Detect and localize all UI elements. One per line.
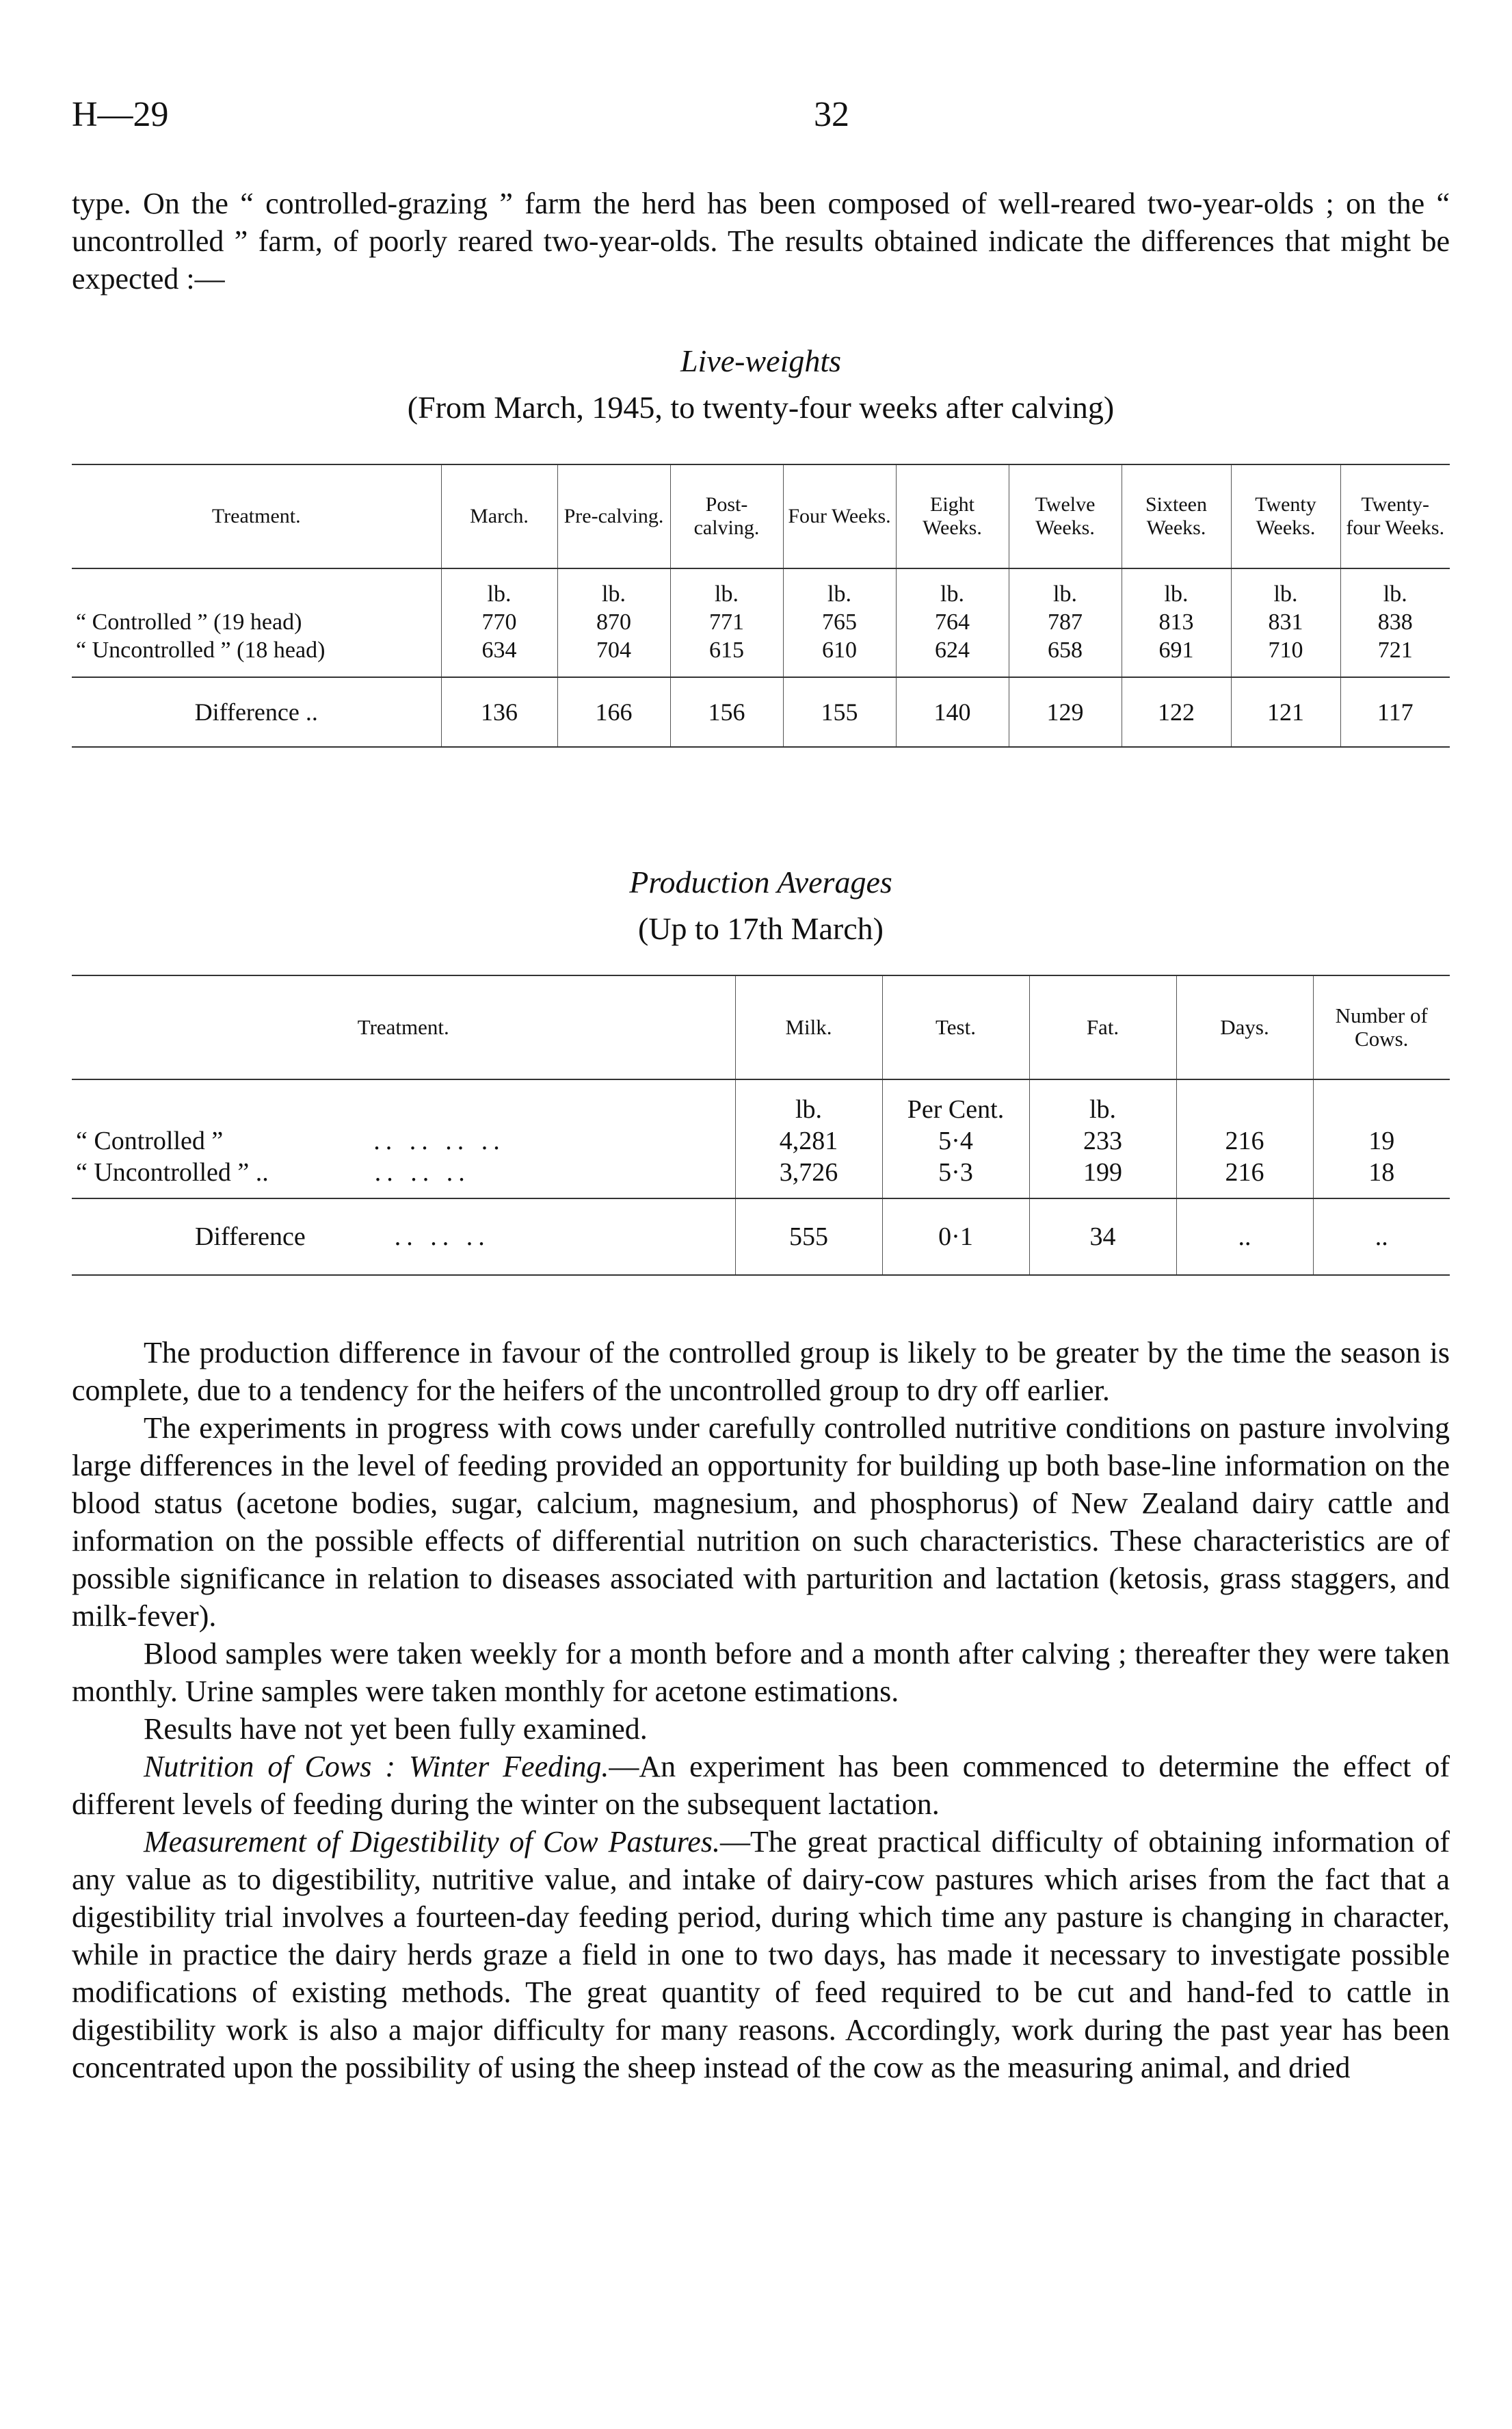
- live-weights-difference-row: Difference .. 136 166 156 155 140 129 122 121 117: [72, 677, 1450, 747]
- live-weights-data-rows: [72, 568, 1450, 677]
- column-header: Sixteen Weeks.: [1122, 464, 1231, 568]
- column-header: Days.: [1176, 975, 1313, 1079]
- live-weights-caption: [72, 342, 1450, 427]
- column-header: Twenty-four Weeks.: [1340, 464, 1450, 568]
- twenty-weeks-cell: lb. 831 710: [1231, 568, 1340, 677]
- eight-weeks-cell: lb. 764 624: [896, 568, 1009, 677]
- intro-paragraph: type. On the “ controlled-grazing ” farm the herd has been composed of well-reared two-year-olds ; on the “ uncontrolled ” farm, of poorly reared two-year-olds. The results obtained indicate the differences that might be expected :—: [72, 187, 1450, 296]
- milk-cell: lb. 4,281 3,726: [735, 1079, 882, 1198]
- column-header: Treatment.: [72, 975, 735, 1079]
- column-header: Milk.: [735, 975, 882, 1079]
- live-weights-subtitle: (From March, 1945, to twenty-four weeks after calving): [407, 390, 1115, 425]
- march-cell: lb. 770 634: [441, 568, 557, 677]
- treatment-labels: [72, 568, 441, 677]
- column-header: Twelve Weeks.: [1009, 464, 1122, 568]
- live-weights-table: [72, 464, 1450, 748]
- sixteen-weeks-cell: lb. 813 691: [1122, 568, 1231, 677]
- paragraph: The experiments in progress with cows under carefully controlled nutritive conditions on pasture involving large differences in the level of feeding provided an opportunity for building up both base-line information on the blood status (acetone bodies, sugar, calcium, magnesium, and phosphorus) of New Zealand dairy cattle and information on the possible effects of differential nutrition on such characteristics. These characteristics are of possible significance in relation to diseases associated with parturition and lactation (ketosis, grass staggers, and milk-fever).: [72, 1411, 1450, 1633]
- body-paragraphs: [72, 1334, 1450, 2086]
- column-header: Test.: [882, 975, 1029, 1079]
- column-header: March.: [441, 464, 557, 568]
- difference-label: Difference ..: [72, 677, 441, 747]
- column-header: Number of Cows.: [1313, 975, 1450, 1079]
- difference-label: Difference .. .. ..: [72, 1198, 735, 1275]
- number-of-cows-cell: 19 18: [1313, 1079, 1450, 1198]
- winter-feeding-paragraph: Nutrition of Cows : Winter Feeding.—An experiment has been commenced to determine the effect of different levels of feeding during the winter on the subsequent lactation.: [72, 1750, 1450, 1821]
- production-difference-row: Difference .. .. .. 555 0·1 34 .. ..: [72, 1198, 1450, 1275]
- row-label-controlled: “ Controlled ” (19 head): [76, 609, 302, 635]
- page-number: 32: [814, 95, 849, 134]
- report-reference: H—29: [72, 95, 169, 134]
- column-header: Four Weeks.: [783, 464, 896, 568]
- treatment-labels: [72, 1079, 735, 1198]
- row-label-uncontrolled: “ Uncontrolled ” (18 head): [76, 638, 326, 663]
- section-heading: Measurement of Digestibility of Cow Pastures.: [144, 1825, 720, 1859]
- production-averages-title: Production Averages: [629, 865, 892, 900]
- column-header: Post-calving.: [670, 464, 783, 568]
- column-header: Fat.: [1029, 975, 1176, 1079]
- production-data-rows: [72, 1079, 1450, 1198]
- fat-cell: lb. 233 199: [1029, 1079, 1176, 1198]
- column-header: Pre-calving.: [557, 464, 670, 568]
- production-averages-caption: [72, 863, 1450, 948]
- column-header: Treatment.: [72, 464, 441, 568]
- production-averages-table: [72, 975, 1450, 1276]
- production-header-row: [72, 975, 1450, 1079]
- twelve-weeks-cell: lb. 787 658: [1009, 568, 1122, 677]
- paragraph: Blood samples were taken weekly for a month before and a month after calving ; thereafter they were taken monthly. Urine samples were taken monthly for acetone estimations.: [72, 1637, 1450, 1708]
- running-head: [72, 94, 1440, 149]
- column-header: Twenty Weeks.: [1231, 464, 1340, 568]
- paragraph: The production difference in favour of the controlled group is likely to be greater by the time the season is complete, due to a tendency for the heifers of the uncontrolled group to dry off earlier.: [72, 1336, 1450, 1407]
- twenty-four-weeks-cell: lb. 838 721: [1340, 568, 1450, 677]
- days-cell: 216 216: [1176, 1079, 1313, 1198]
- live-weights-title: Live-weights: [680, 343, 842, 378]
- post-calving-cell: lb. 771 615: [670, 568, 783, 677]
- four-weeks-cell: lb. 765 610: [783, 568, 896, 677]
- digestibility-paragraph: Measurement of Digestibility of Cow Pastures.—The great practical difficulty of obtaining information of any value as to digestibility, nutritive value, and intake of dairy-cow pastures which arises from the fact that a digestibility trial involves a fourteen-day feeding period, during which time any pasture is changing in character, while in practice the dairy herds graze a field in one to two days, has made it necessary to investigate possible modifications of existing methods. The great quantity of feed required to be cut and hand-fed to cattle in digestibility work is also a major difficulty for many reasons. Accordingly, work during the past year has been concentrated upon the possibility of using the sheep instead of the cow as the measuring animal, and dried: [72, 1825, 1450, 2084]
- production-averages-subtitle: (Up to 17th March): [638, 911, 884, 946]
- row-label-controlled: “ Controlled ” .. .. .. ..: [76, 1127, 505, 1155]
- row-label-uncontrolled: “ Uncontrolled ” .. .. .. ..: [76, 1158, 470, 1187]
- pre-calving-cell: lb. 870 704: [557, 568, 670, 677]
- paragraph: Results have not yet been fully examined.: [144, 1712, 648, 1746]
- test-cell: Per Cent. 5·4 5·3: [882, 1079, 1029, 1198]
- section-heading: Nutrition of Cows : Winter Feeding.: [144, 1750, 609, 1783]
- live-weights-header-row: [72, 464, 1450, 568]
- column-header: Eight Weeks.: [896, 464, 1009, 568]
